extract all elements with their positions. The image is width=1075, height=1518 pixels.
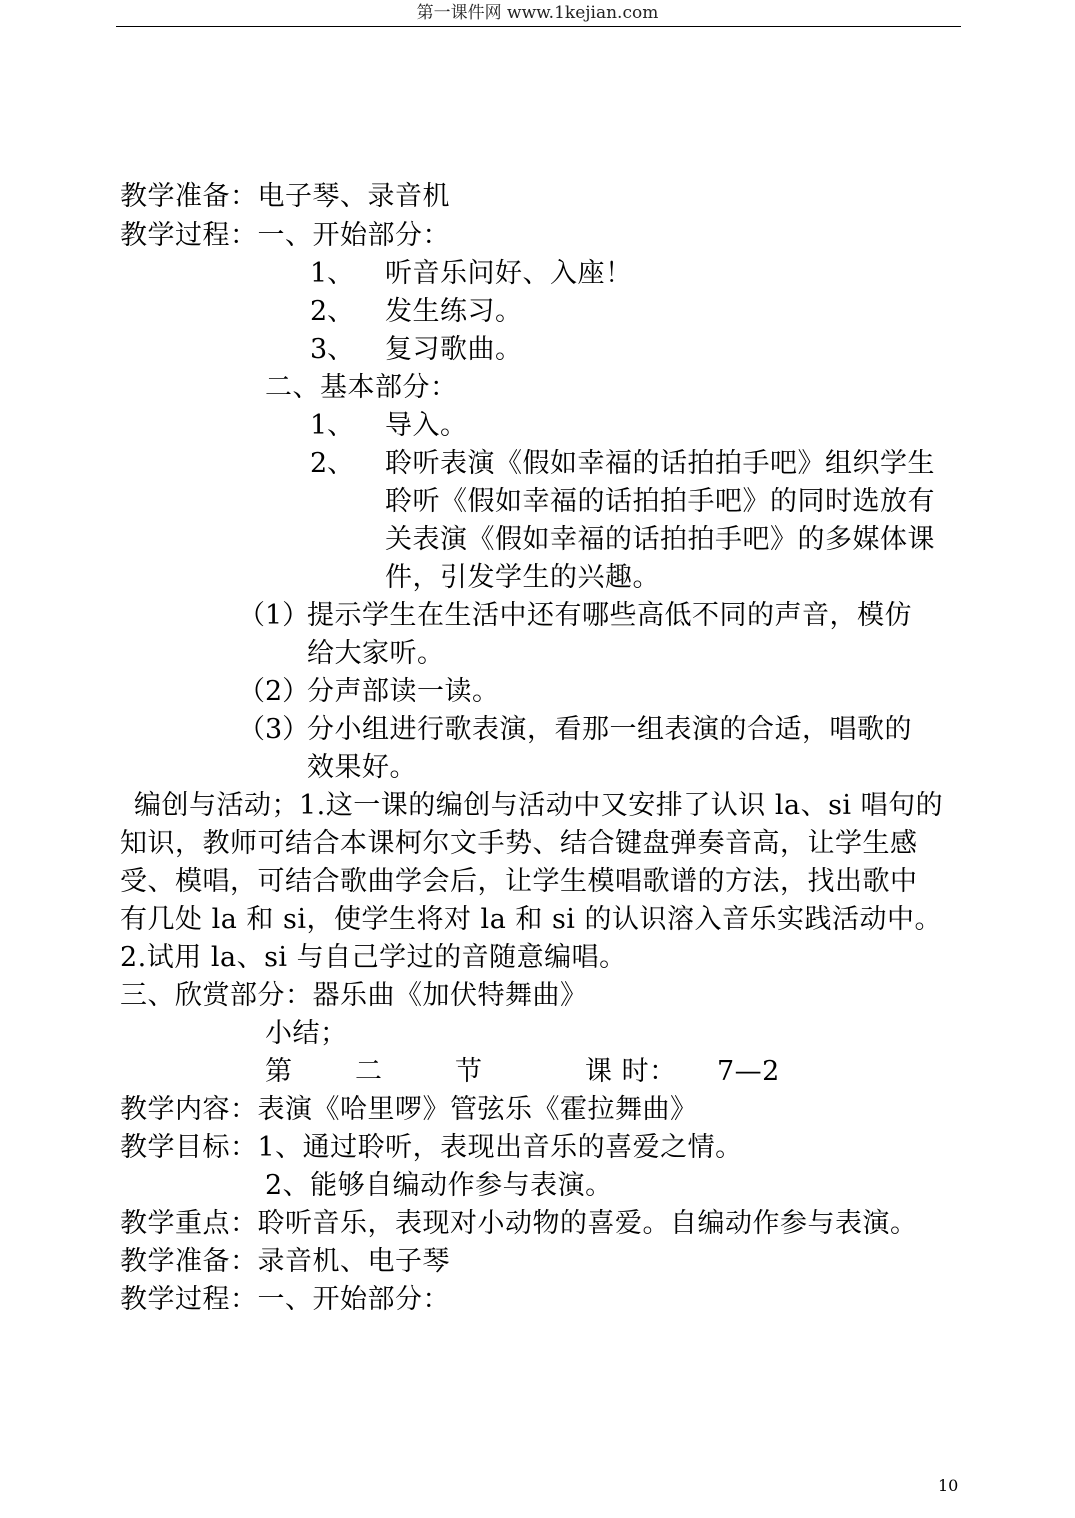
teaching-goal: 2、能够自编动作参与表演。	[265, 1170, 613, 1201]
basic-item-text-line: 关表演《假如幸福的话拍拍手吧》的多媒体课	[385, 524, 935, 555]
basic-item-text: 导入。	[385, 410, 468, 441]
opening-item-number: 3、	[310, 334, 355, 365]
lesson-title-part: 课 时：	[585, 1056, 677, 1087]
teaching-goal: 教学目标：1、通过聆听，表现出音乐的喜爱之情。	[120, 1132, 743, 1163]
header-divider	[116, 26, 961, 27]
appreciation-section: 三、欣赏部分：器乐曲《加伏特舞曲》	[120, 980, 588, 1011]
opening-item-text: 发生练习。	[385, 296, 523, 327]
opening-item-text: 复习歌曲。	[385, 334, 523, 365]
sub-item-number: （1）	[238, 600, 310, 631]
lesson-title-part: 节	[455, 1056, 483, 1087]
create-activity-line: 编创与活动；1.这一课的编创与活动中又安排了认识 la、si 唱句的	[134, 790, 944, 821]
teaching-focus: 教学重点：聆听音乐，表现对小动物的喜爱。自编动作参与表演。	[120, 1208, 918, 1239]
page-number: 10	[938, 1476, 959, 1495]
teaching-process: 教学过程：一、开始部分：	[120, 1284, 450, 1315]
basic-item-number: 1、	[310, 410, 355, 441]
sub-item-text-line: 给大家听。	[307, 638, 445, 669]
basic-item-text-line: 件，引发学生的兴趣。	[385, 562, 660, 593]
basic-item-text-line: 聆听表演《假如幸福的话拍拍手吧》组织学生	[385, 448, 935, 479]
sub-item-text-line: 分声部读一读。	[307, 676, 500, 707]
basic-section-heading: 二、基本部分：	[265, 372, 458, 403]
teaching-process: 教学过程：一、开始部分：	[120, 220, 450, 251]
teaching-prep: 教学准备：电子琴、录音机	[120, 181, 450, 212]
create-activity-line: 有几处 la 和 si，使学生将对 la 和 si 的认识溶入音乐实践活动中。	[120, 904, 943, 935]
sub-item-number: （2）	[238, 676, 310, 707]
sub-item-text-line: 效果好。	[307, 752, 417, 783]
lesson-title-part: 二	[355, 1056, 383, 1087]
create-activity-line: 受、模唱，可结合歌曲学会后，让学生模唱歌谱的方法，找出歌中	[120, 866, 918, 897]
create-activity-line: 2.试用 la、si 与自己学过的音随意编唱。	[120, 942, 627, 973]
opening-item-text: 听音乐问好、入座！	[385, 258, 633, 289]
page-header: 第一课件网 www.1kejian.com	[416, 3, 659, 23]
teaching-content: 教学内容：表演《哈里啰》管弦乐《霍拉舞曲》	[120, 1094, 698, 1125]
lesson-title-part: 第	[265, 1056, 293, 1087]
basic-item-number: 2、	[310, 448, 355, 479]
opening-item-number: 2、	[310, 296, 355, 327]
sub-item-text-line: 分小组进行歌表演，看那一组表演的合适，唱歌的	[307, 714, 912, 745]
sub-item-text-line: 提示学生在生活中还有哪些高低不同的声音，模仿	[307, 600, 912, 631]
teaching-prep: 教学准备：录音机、电子琴	[120, 1246, 450, 1277]
lesson-title-part: 7—2	[717, 1056, 780, 1087]
sub-item-number: （3）	[238, 714, 310, 745]
opening-item-number: 1、	[310, 258, 355, 289]
create-activity-line: 知识，教师可结合本课柯尔文手势、结合键盘弹奏音高，让学生感	[120, 828, 918, 859]
basic-item-text-line: 聆听《假如幸福的话拍拍手吧》的同时选放有	[385, 486, 935, 517]
summary: 小结；	[265, 1018, 348, 1049]
